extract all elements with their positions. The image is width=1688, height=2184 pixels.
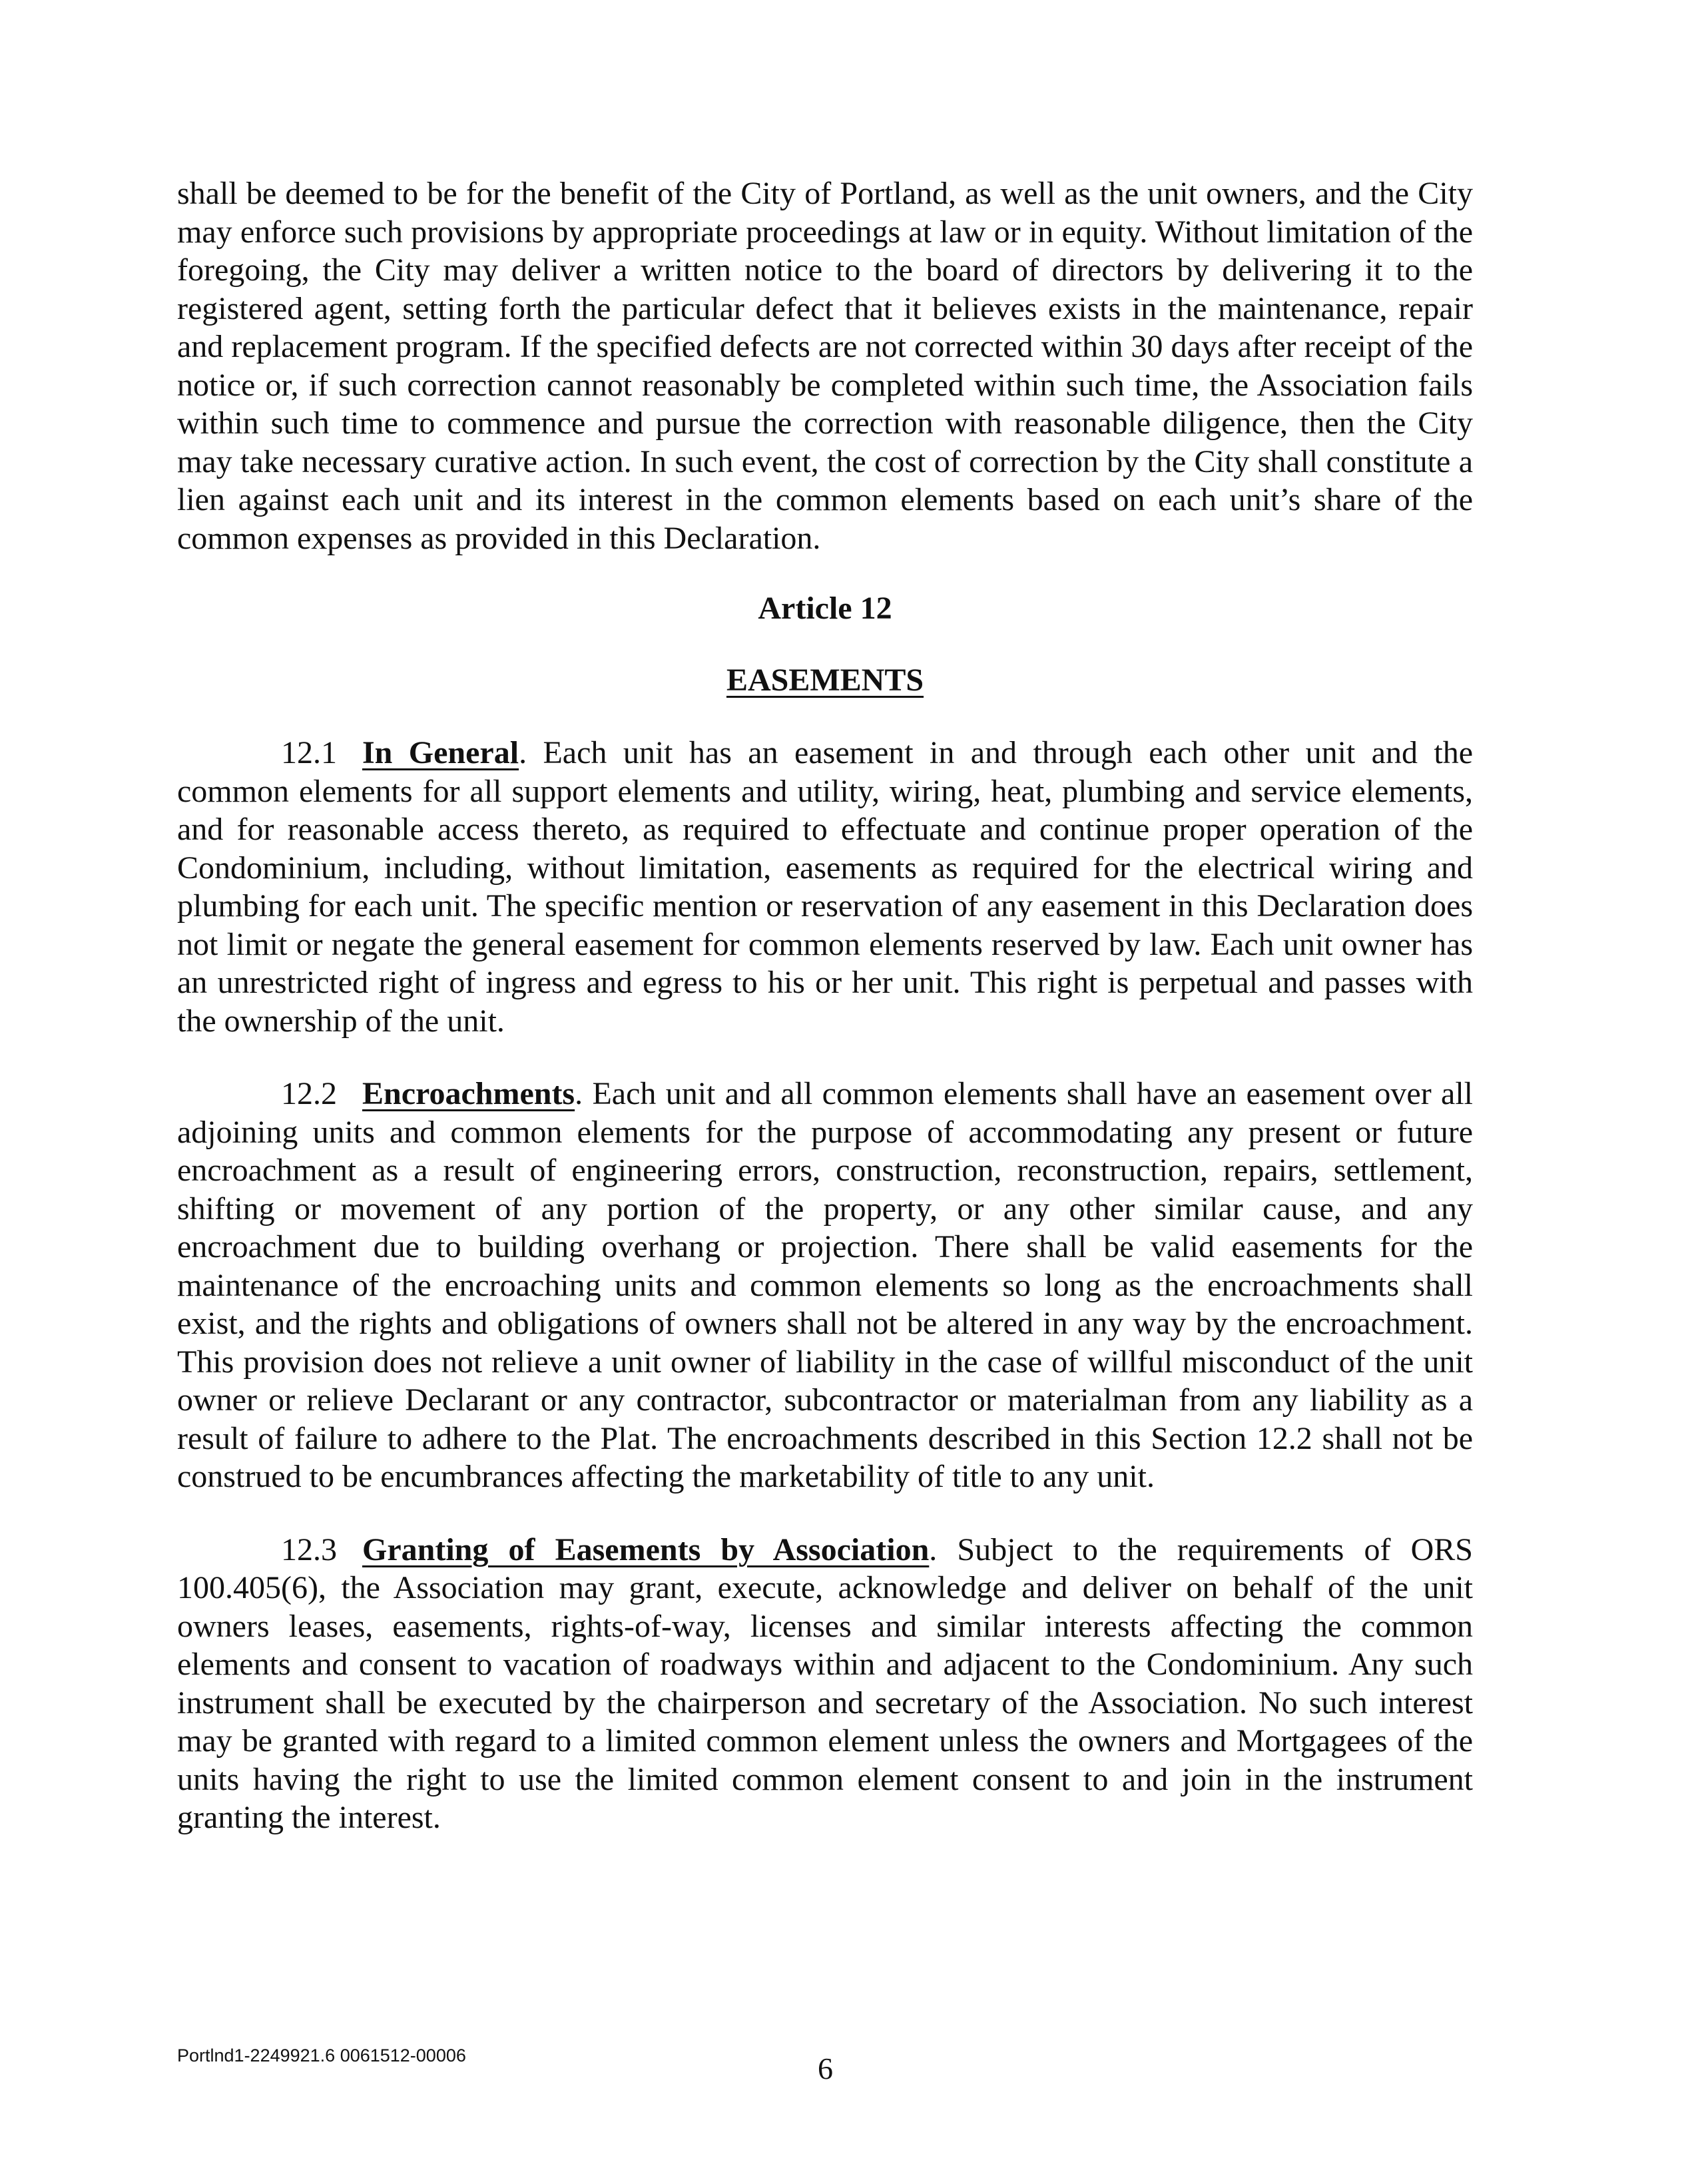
section-text: . Each unit has an easement in and through each other unit and the common elements for all support elements and utility, wiring, heat, plumbing and service elements, and for reasonable access thereto, as required to effectuate and continue proper operation of the Condominium, including, without limitation, easements as required for the electrical wiring and plumbing for each unit. The specific mention or reservation of any easement in this Declaration does not limit or negate the general easement for common elements reserved by law. Each unit owner has an unrestricted right of ingress and egress to his or her unit. This right is perpetual and passes with the ownership of the unit. <box>177 735 1474 1039</box>
section-text: . Subject to the requirements of ORS 100.405(6), the Association may grant, execute, acknowledge and deliver on behalf of the unit owners leases, easements, rights-of-way, licenses and similar interests affecting the common elements and consent to vacation of roadways within and adjacent to the Condominium. Any such instrument shall be executed by the chairperson and secretary of the Association. No such interest may be granted with regard to a limited common element unless the owners and Mortgagees of the units having the right to use the limited common element consent to and join in the instrument granting the interest. <box>177 1531 1473 1835</box>
article-heading: Article 12 <box>758 591 892 626</box>
section-title: In General <box>362 735 519 770</box>
page-number: 6 <box>818 2051 833 2085</box>
section-title: Encroachments <box>362 1076 575 1111</box>
document-footer-id: Portlnd1-2249921.6 0061512-00006 <box>177 2046 466 2065</box>
section-text: . Each unit and all common elements shall have an easement over all adjoining units and common elements for the purpose of accommodating any present or future encroachment as a result of engineering errors, construction, reconstruction, repairs, settlement, shifting or movement of any portion of the property, or any other similar cause, and any encroachment due to building overhang or projection. There shall be valid easements for the maintenance of the encroaching units and common elements so long as the encroachments shall exist, and the rights and obligations of owners shall not be altered in any way by the encroachment. This provision does not relieve a unit owner of liability in the case of willful misconduct of the unit owner or relieve Declarant or any contractor, subcontractor or materialman from any liability as a result of failure to adhere to the Plat. The encroachments described in this Section 12.2 shall not be construed to be encumbrances affecting the marketability of title to any unit. <box>177 1076 1473 1494</box>
section-title: Granting of Easements by Association <box>362 1531 930 1567</box>
section-number: 12.2 <box>281 1076 337 1111</box>
intro-paragraph: shall be deemed to be for the benefit of the City of Portland, as well as the unit owners, and the City may enforce such provisions by appropriate proceedings at law or in equity. Without limitation of the foregoing, the City may deliver a written notice to the board of directors by delivering it to the registered agent, setting forth the particular defect that it believes exists in the maintenance, repair and replacement program. If the specified defects are not corrected within 30 days after receipt of the notice or, if such correction cannot reasonably be completed within such time, the Association fails within such time to commence and pursue the correction with reasonable diligence, then the City may take necessary curative action. In such event, the cost of correction by the City shall constitute a lien against each unit and its interest in the common elements based on each unit’s share of the common expenses as provided in this Declaration. <box>177 176 1473 556</box>
section-12-2 <box>177 1075 1473 1496</box>
section-12-1 <box>177 734 1473 1040</box>
document-page <box>177 174 1473 1837</box>
section-number: 12.3 <box>281 1531 337 1567</box>
article-title: EASEMENTS <box>726 662 924 698</box>
section-number: 12.1 <box>281 735 337 770</box>
section-12-3 <box>177 1531 1473 1837</box>
